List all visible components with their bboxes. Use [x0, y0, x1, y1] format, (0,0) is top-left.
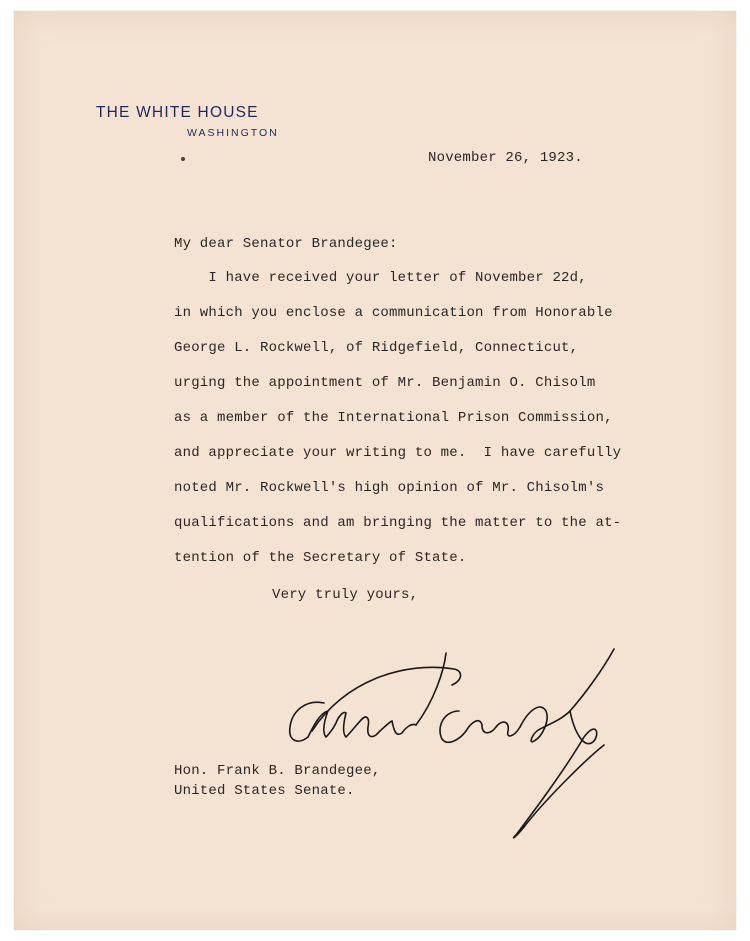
- body-line: as a member of the International Prison Commission,: [174, 410, 613, 426]
- letterhead-title: THE WHITE HOUSE: [96, 104, 259, 121]
- body-line: and appreciate your writing to me. I have carefully: [174, 445, 622, 461]
- body-line: urging the appointment of Mr. Benjamin O. Chisolm: [174, 375, 596, 391]
- punctuation-dot: [181, 157, 185, 161]
- body-line: tention of the Secretary of State.: [174, 550, 467, 566]
- salutation: My dear Senator Brandegee:: [174, 236, 398, 252]
- recipient-name: Hon. Frank B. Brandegee,: [174, 763, 381, 779]
- body-line: noted Mr. Rockwell's high opinion of Mr. Chisolm's: [174, 480, 605, 496]
- body-line: George L. Rockwell, of Ridgefield, Connecticut,: [174, 340, 579, 356]
- closing: Very truly yours,: [272, 587, 419, 603]
- body-line: I have received your letter of November 22d,: [174, 270, 587, 286]
- signature-image: [284, 641, 624, 841]
- letter-date: November 26, 1923.: [428, 150, 583, 166]
- letter-sheet: [14, 11, 736, 930]
- body-line: in which you enclose a communication from Honorable: [174, 305, 613, 321]
- letterhead-subtitle: WASHINGTON: [187, 127, 279, 139]
- recipient-title: United States Senate.: [174, 783, 355, 799]
- body-line: qualifications and am bringing the matter to the at-: [174, 515, 622, 531]
